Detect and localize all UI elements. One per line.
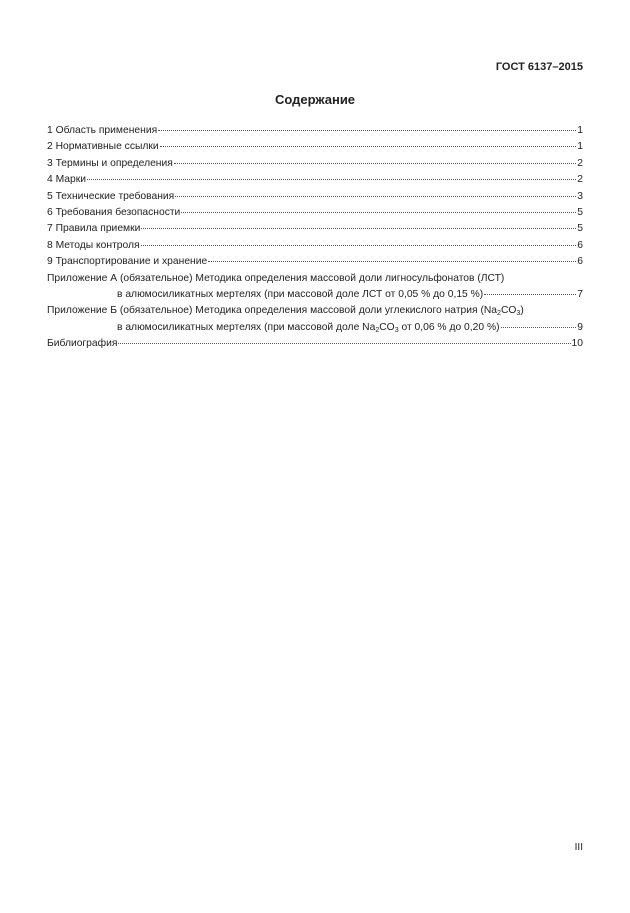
- document-code: ГОСТ 6137–2015: [495, 61, 583, 73]
- toc-entry[interactable]: [47, 123, 583, 139]
- toc-entry-label: 9 Транспортирование и хранение: [47, 256, 208, 268]
- dot-leader: [118, 343, 570, 344]
- toc-appendix-a-title[interactable]: [47, 271, 583, 287]
- toc-entry[interactable]: [47, 139, 583, 155]
- dot-leader: [141, 228, 576, 229]
- toc-appendix-b-title[interactable]: [47, 303, 583, 319]
- toc-entry-page: 3: [577, 190, 583, 202]
- toc-entry-label: 7 Правила приемки: [47, 223, 141, 235]
- toc-entry[interactable]: [47, 254, 583, 270]
- dot-leader: [175, 196, 576, 197]
- toc-entry-page: 1: [577, 125, 583, 136]
- dot-leader: [208, 261, 576, 262]
- toc-entry-label: 8 Методы контроля: [47, 239, 140, 251]
- dot-leader: [160, 146, 577, 147]
- toc-entry-page: 6: [577, 239, 583, 251]
- toc-entry-page: 9: [577, 321, 583, 333]
- toc-entry-label: 2 Нормативные ссылки: [47, 141, 159, 153]
- toc-entry-label: в алюмосиликатных мертелях (при массовой доле $Na_2CO_3$ от 0,06 % до 0,20 %): [117, 321, 500, 334]
- toc-entry-page: 6: [577, 256, 583, 268]
- dot-leader: [87, 179, 576, 180]
- toc-entry[interactable]: [47, 156, 583, 172]
- toc-entry-page: 2: [577, 157, 583, 169]
- toc-entry[interactable]: [47, 205, 583, 221]
- dot-leader: [174, 163, 576, 164]
- toc-entry-page: 10: [571, 338, 583, 350]
- table-of-contents: [47, 123, 583, 353]
- toc-entry[interactable]: [47, 172, 583, 188]
- toc-title: Содержание: [274, 92, 356, 107]
- toc-appendix-a-continuation[interactable]: [47, 287, 583, 303]
- toc-entry-label: в алюмосиликатных мертелях (при массовой доле ЛСТ от 0,05 % до 0,15 %): [117, 289, 484, 301]
- toc-entry-page: 1: [577, 141, 583, 153]
- toc-entry-page: 2: [577, 174, 583, 186]
- toc-entry-label: 5 Технические требования: [47, 190, 175, 202]
- toc-appendix-b-continuation[interactable]: [47, 320, 583, 336]
- toc-entry-label: Приложение А (обязательное) Методика определения массовой доли лигносульфонатов (ЛСТ): [47, 272, 505, 284]
- page-number: III: [574, 842, 583, 853]
- toc-entry-label: Приложение Б (обязательное) Методика определения массовой доли углекислого натрия $(Na_2CO_3)$: [47, 305, 524, 318]
- toc-entry-label: 1 Область применения: [47, 125, 158, 136]
- toc-entry[interactable]: [47, 238, 583, 254]
- toc-entry-label: 4 Марки: [47, 174, 86, 186]
- toc-entry-bibliography[interactable]: [47, 336, 583, 352]
- dot-leader: [181, 212, 576, 213]
- dot-leader: [484, 294, 576, 295]
- toc-entry[interactable]: [47, 189, 583, 205]
- toc-entry-label: Библиография: [47, 338, 118, 350]
- toc-entry-label: 6 Требования безопасности: [47, 207, 181, 219]
- toc-entry-page: 5: [577, 207, 583, 219]
- toc-entry[interactable]: [47, 221, 583, 237]
- toc-entry-label: 3 Термины и определения: [47, 157, 173, 169]
- toc-entry-page: 5: [577, 223, 583, 235]
- toc-entry-page: 7: [577, 289, 583, 301]
- dot-leader: [501, 327, 577, 328]
- dot-leader: [141, 245, 577, 246]
- dot-leader: [158, 130, 576, 131]
